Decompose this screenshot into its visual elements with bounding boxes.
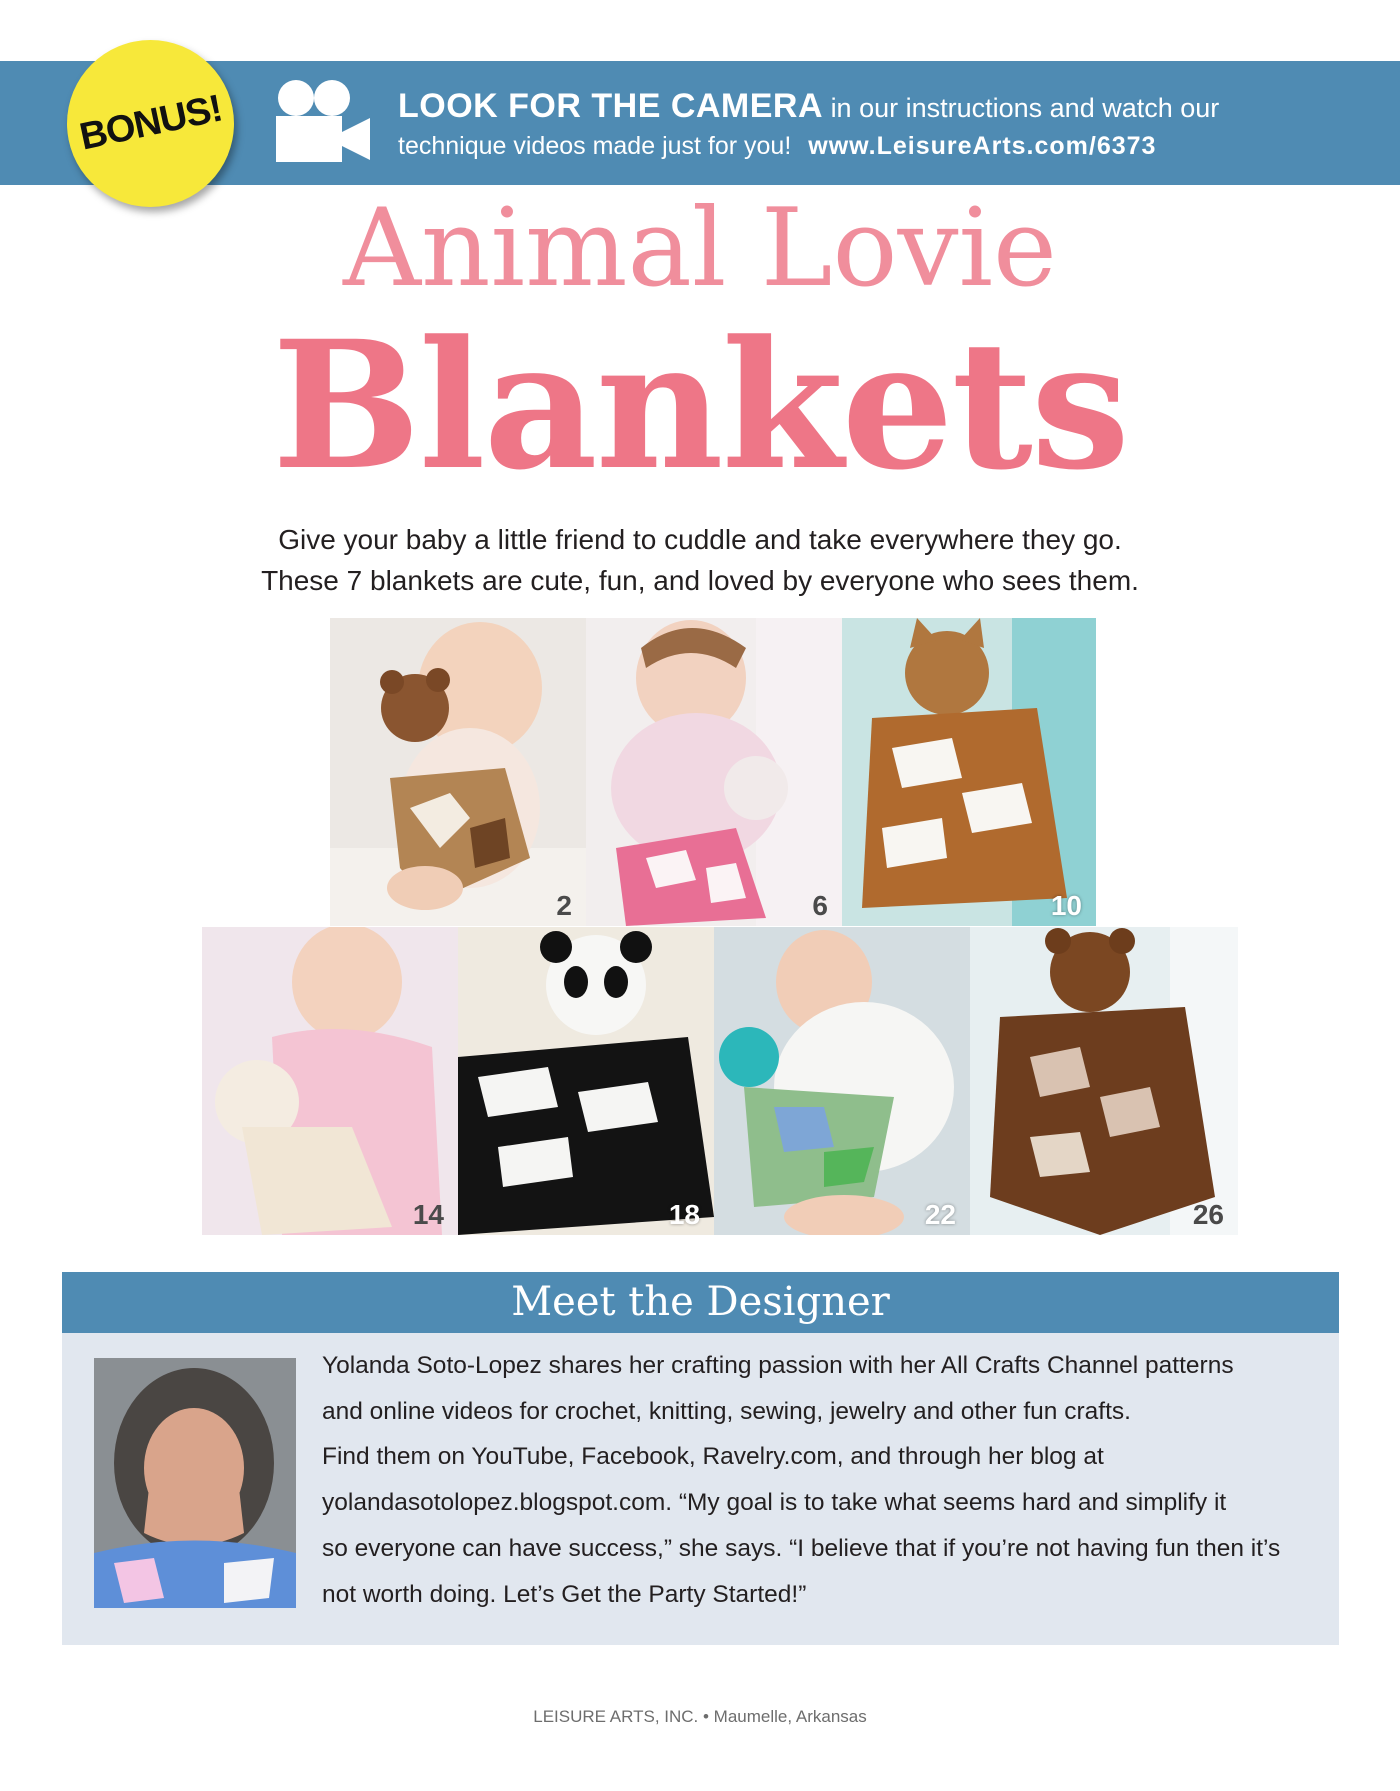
designer-bio-line: yolandasotolopez.blogspot.com. “My goal is to take what seems hard and simplify it (322, 1489, 1227, 1517)
bear-lovie-image (330, 618, 586, 926)
designer-bio-line: and online videos for crochet, knitting, sewing, jewelry and other fun crafts. (322, 1397, 1131, 1425)
banner-line2: technique videos made just for you! (398, 132, 792, 160)
photo-page-number: 14 (412, 1199, 444, 1230)
photo-bear-lovie (330, 618, 586, 926)
subtitle-line1: Give your baby a little friend to cuddle and take everywhere they go. (278, 524, 1122, 555)
banner-headline: LOOK FOR THE CAMERA (398, 87, 824, 125)
photo-page-number: 10 (1050, 890, 1082, 921)
photo-page-number: 22 (924, 1199, 956, 1230)
banner-text (398, 86, 1358, 164)
designer-bio-line: Yolanda Soto-Lopez shares her crafting passion with her All Crafts Channel patterns (322, 1352, 1234, 1379)
bonus-badge (67, 40, 234, 207)
designer-bio-line: not worth doing. Let’s Get the Party Started!” (322, 1580, 807, 1608)
video-camera-icon (272, 78, 372, 170)
title-line2: Blankets (272, 302, 1128, 509)
subtitle (0, 519, 1400, 601)
title-line1: Animal Lovie (343, 186, 1057, 311)
designer-portrait (94, 1358, 296, 1608)
photo-panda-lovie (458, 927, 714, 1235)
bunny-lovie-image (586, 618, 842, 926)
brown-bear-lovie-image (970, 927, 1238, 1235)
photo-owl-lovie (714, 927, 970, 1235)
photo-bunny-lovie (586, 618, 842, 926)
designer-bio (322, 1343, 1322, 1617)
subtitle-line2: These 7 blankets are cute, fun, and loved by everyone who sees them. (261, 565, 1139, 596)
photo-page-number: 6 (812, 890, 828, 921)
banner-url-link[interactable]: www.LeisureArts.com/6373 (808, 132, 1157, 160)
banner-line1-rest: in our instructions and watch our (830, 93, 1220, 123)
photo-lamb-lovie (202, 927, 458, 1235)
bonus-label: BONUS! (75, 87, 226, 159)
panda-lovie-image (458, 927, 714, 1235)
photo-page-number: 18 (668, 1199, 700, 1230)
lamb-lovie-image (202, 927, 458, 1235)
photo-cat-lovie (842, 618, 1096, 926)
photo-page-number: 26 (1192, 1199, 1224, 1230)
photo-brown-bear-lovie (970, 927, 1238, 1235)
photo-page-number: 2 (556, 890, 572, 921)
footer: LEISURE ARTS, INC. • Maumelle, Arkansas (533, 1707, 867, 1726)
designer-bio-line: so everyone can have success,” she says. “I believe that if you’re not having fun then it’s (322, 1534, 1281, 1562)
designer-photo (94, 1358, 296, 1608)
designer-heading: Meet the Designer (62, 1272, 1339, 1333)
cat-lovie-image (842, 618, 1096, 926)
designer-bio-line: Find them on YouTube, Facebook, Ravelry.com, and through her blog at (322, 1443, 1104, 1471)
owl-lovie-image (714, 927, 970, 1235)
designer-section (62, 1333, 1339, 1645)
